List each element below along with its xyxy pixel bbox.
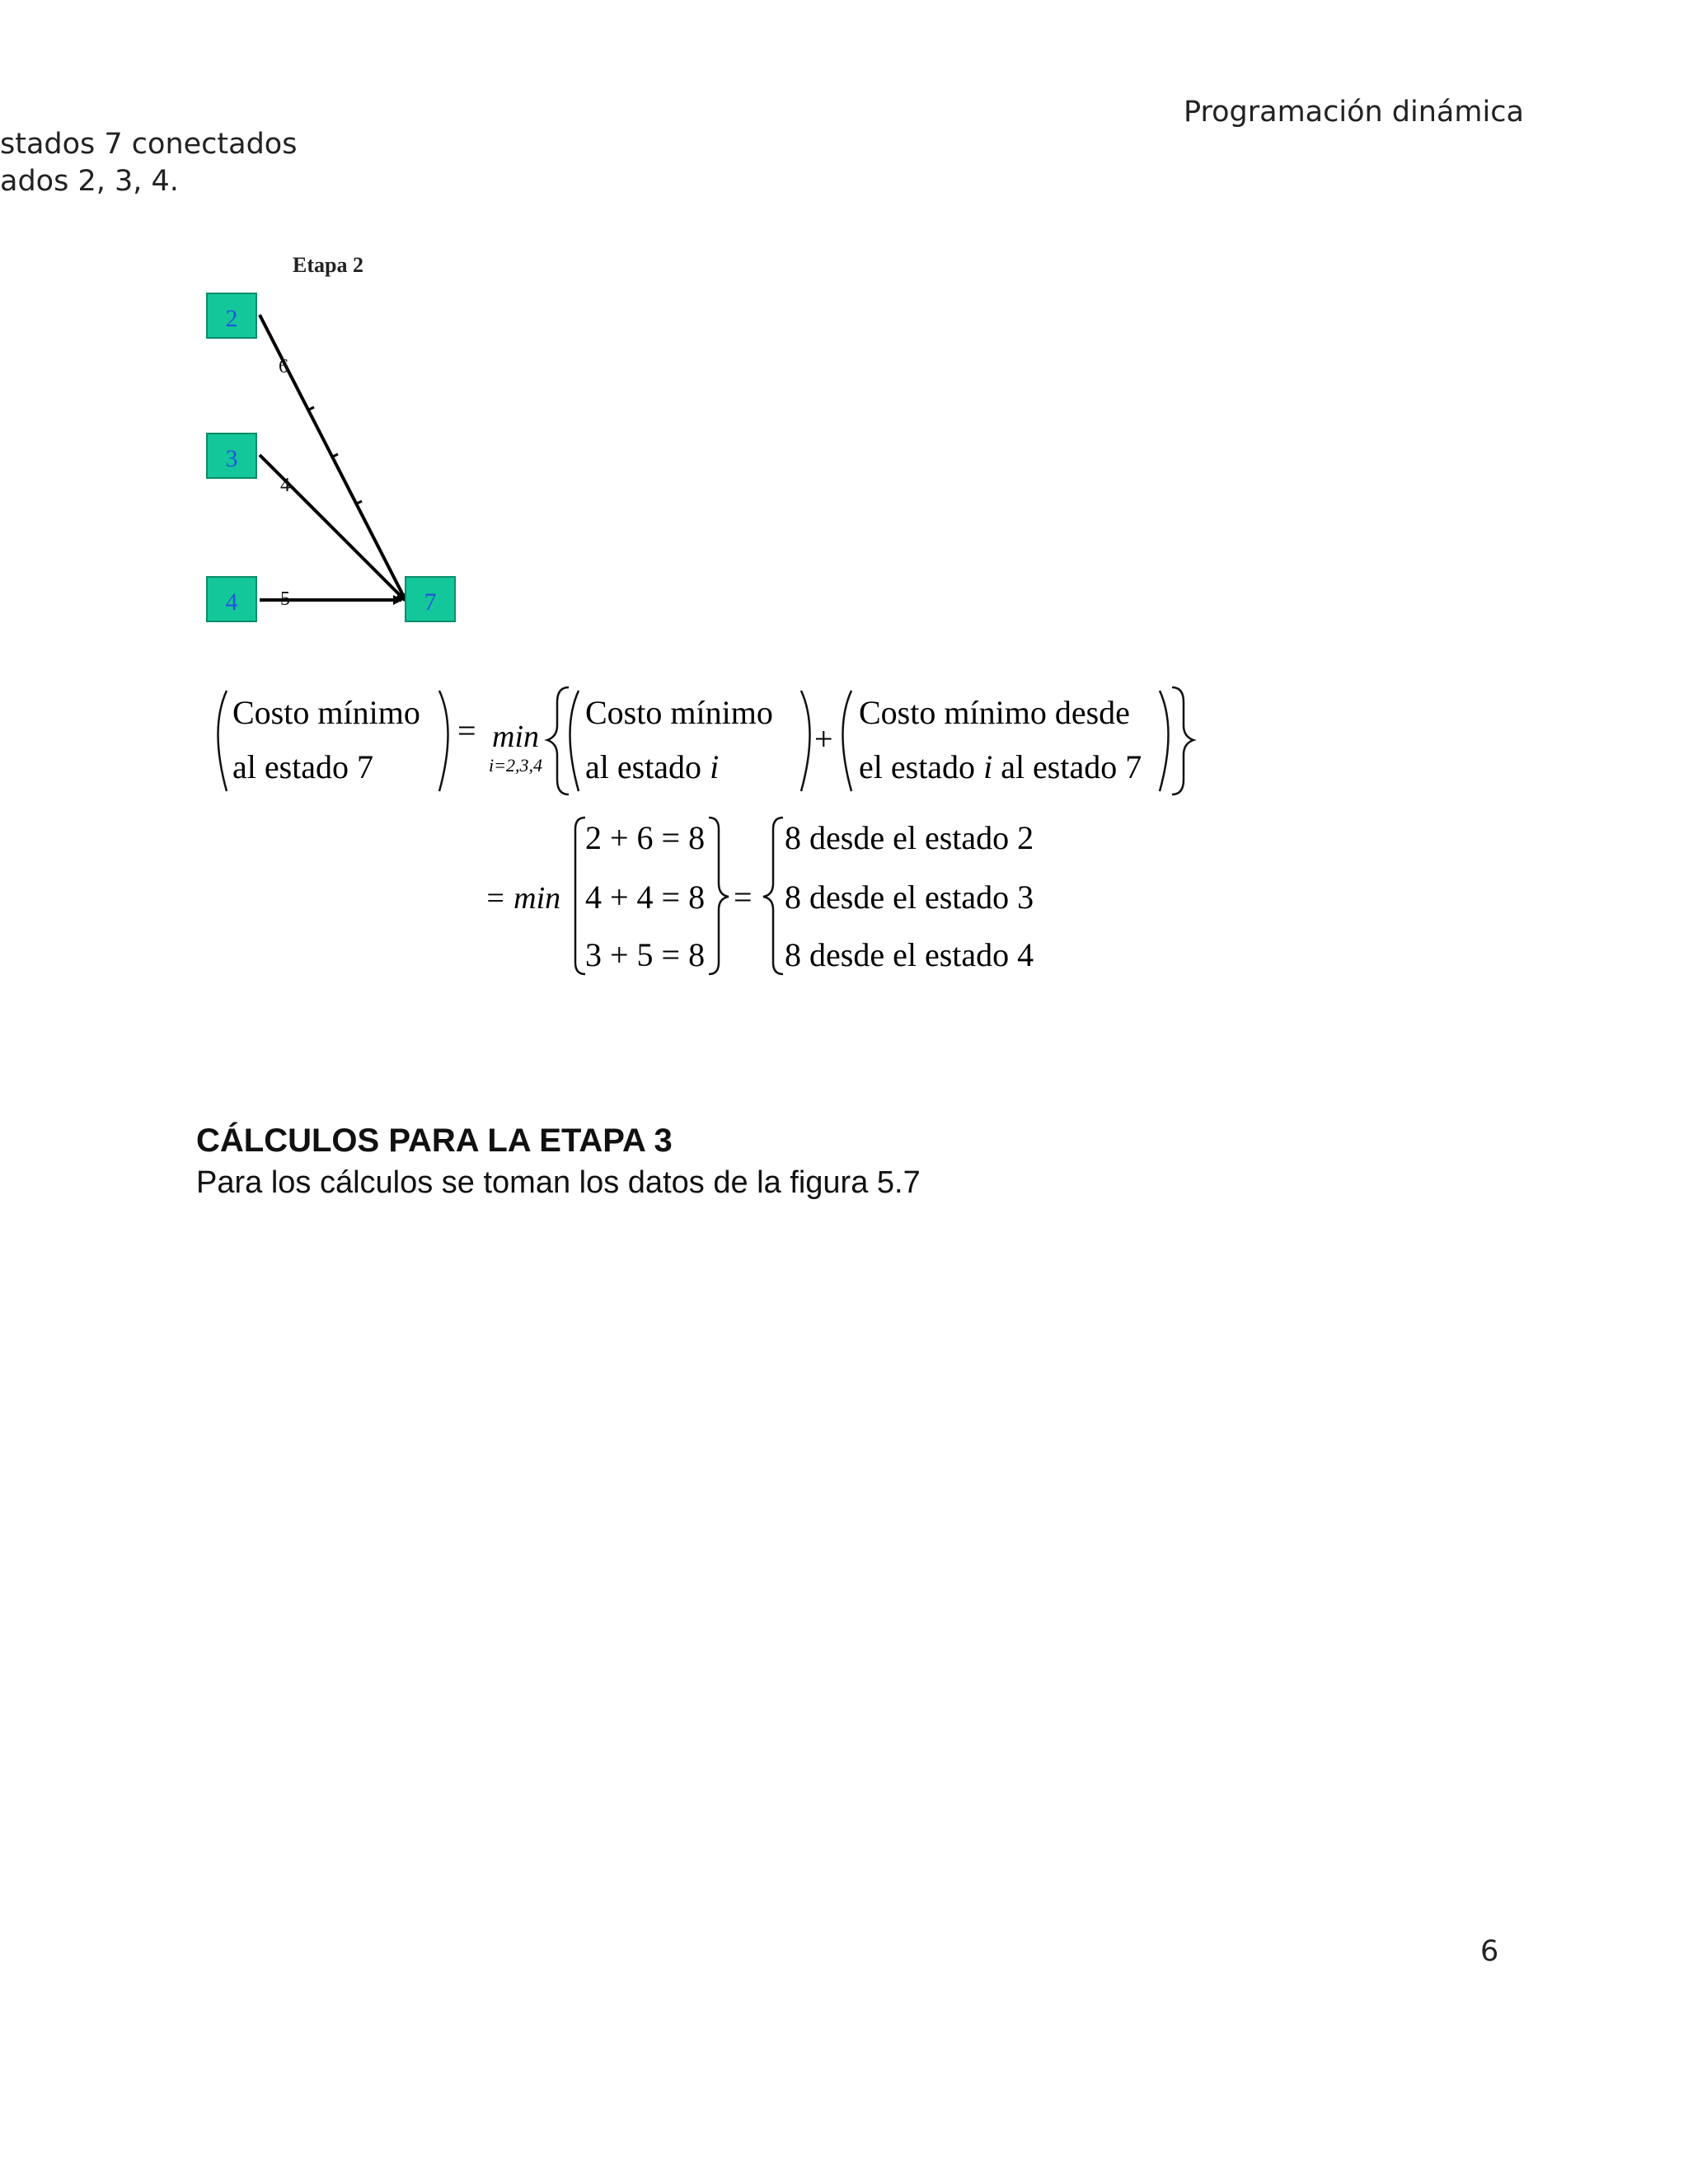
result-state-2: 8 desde el estado 2 <box>785 819 1034 856</box>
page-header-title: Programación dinámica <box>1184 96 1524 129</box>
term1-line-1: Costo mínimo <box>585 694 773 731</box>
sum-state-4: 3 + 5 = 8 <box>585 936 706 973</box>
equals-sign: = <box>457 712 476 749</box>
node-2 <box>207 293 256 338</box>
result-state-4: 8 desde el estado 4 <box>785 936 1034 973</box>
section-heading: CÁLCULOS PARA LA ETAPA 3 <box>196 1122 673 1159</box>
node-4 <box>207 577 256 621</box>
equals-results: = <box>734 879 753 916</box>
sum-state-2: 2 + 6 = 8 <box>585 819 706 856</box>
fragment-text-line-2: ados 2, 3, 4. <box>0 165 179 198</box>
figure-title: Etapa 2 <box>293 253 363 277</box>
node-2-label: 2 <box>225 305 238 332</box>
page-number: 6 <box>1480 1935 1499 1968</box>
min-subscript: i=2,3,4 <box>489 755 542 776</box>
plus-sign: + <box>814 720 833 757</box>
min-operator: min <box>492 719 539 754</box>
lhs-line-2: al estado 7 <box>232 748 374 785</box>
fragment-text-line-1: stados 7 conectados <box>0 128 298 161</box>
node-7-label: 7 <box>424 588 437 616</box>
result-state-3: 8 desde el estado 3 <box>785 879 1034 916</box>
edge-cost-4-7: 5 <box>280 588 290 610</box>
lhs-line-1: Costo mínimo <box>232 694 420 731</box>
edge-cost-2-7: 6 <box>279 356 288 377</box>
node-4-label: 4 <box>225 588 238 616</box>
term2-line-2: el estado i al estado 7 <box>859 748 1142 785</box>
recurrence-equation <box>206 676 1236 989</box>
edge-cost-3-7: 4 <box>280 475 290 496</box>
node-3 <box>207 434 256 478</box>
section-body-text: Para los cálculos se toman los datos de la figura 5.7 <box>196 1165 921 1200</box>
node-3-label: 3 <box>225 445 238 472</box>
node-7 <box>406 577 455 621</box>
term1-line-2: al estado i <box>585 748 720 785</box>
stage-2-network-figure <box>185 247 482 643</box>
term2-line-1: Costo mínimo desde <box>859 694 1130 731</box>
sum-state-3: 4 + 4 = 8 <box>585 879 706 916</box>
equals-min: = min <box>485 881 561 916</box>
